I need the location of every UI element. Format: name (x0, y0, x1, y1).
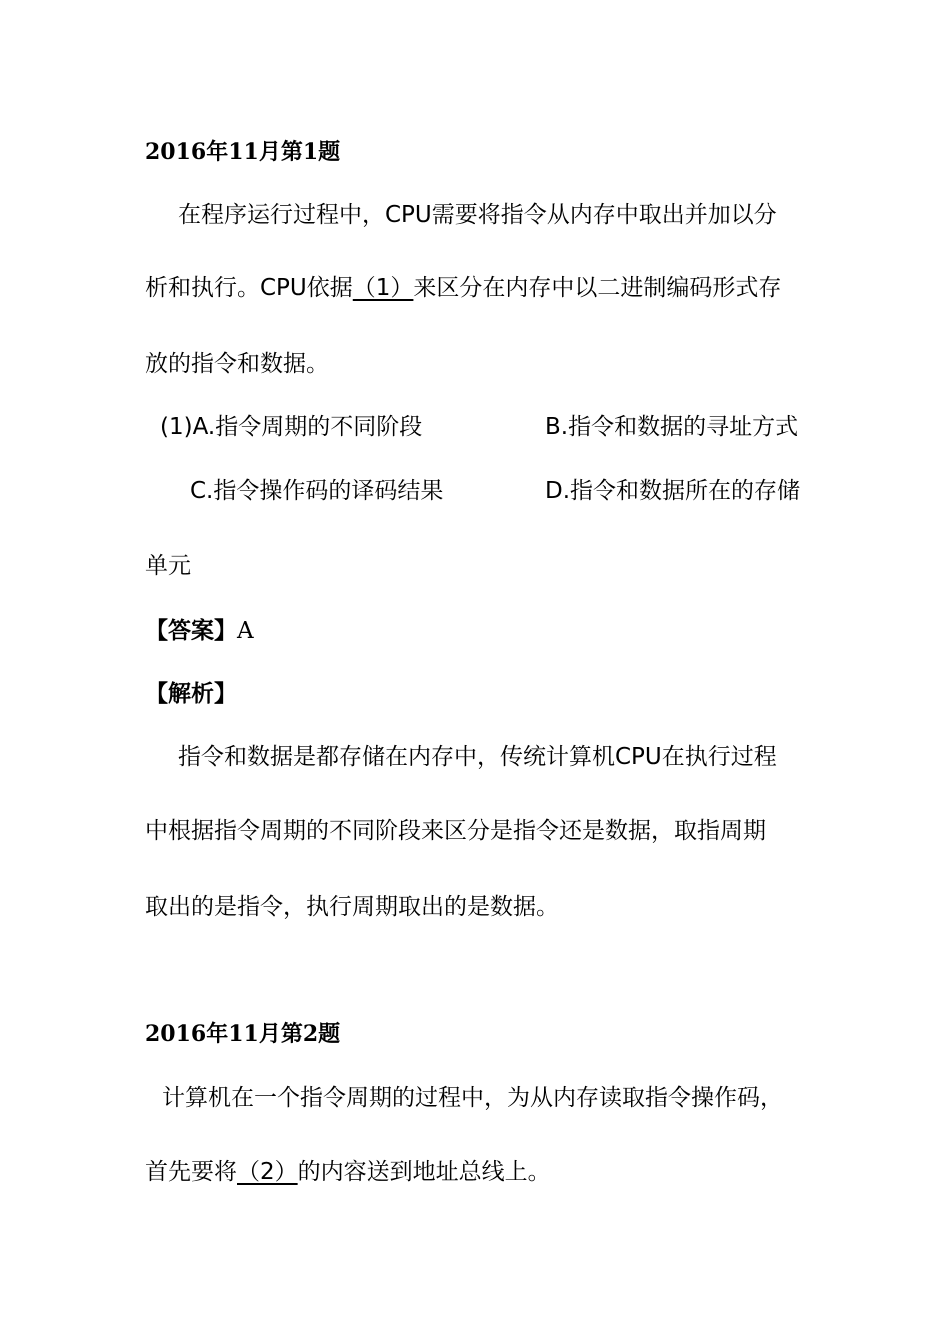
q1-stem-line-2 (145, 273, 781, 303)
q1-stem-l2-post: 来区分在内存中以二进制编码形式存 (413, 275, 782, 301)
q1-stem-l2-pre: 析和执行。CPU依据 (145, 275, 353, 301)
analysis-line-2: 中根据指令周期的不同阶段来区分是指令还是数据，取指周期 (145, 818, 766, 844)
q1-option-a: (1)A.指令周期的不同阶段 (160, 414, 423, 440)
q1-title: 2016年11月第1题 (145, 139, 341, 165)
analysis-line-1: 指令和数据是都存储在内存中，传统计算机CPU在执行过程 (178, 744, 777, 770)
q2-stem-line-2 (145, 1157, 551, 1187)
q1-blank-1: （1） (352, 275, 414, 301)
q2-stem-l2-post: 的内容送到地址总线上。 (297, 1159, 551, 1185)
q1-stem-line-3: 放的指令和数据。 (145, 351, 329, 377)
analysis-label: 【解析】 (145, 681, 237, 707)
q1-option-b: B.指令和数据的寻址方式 (545, 414, 799, 440)
q1-option-d: D.指令和数据所在的存储 (545, 478, 801, 504)
answer-value: A (237, 618, 254, 644)
q1-option-c: C.指令操作码的译码结果 (190, 478, 444, 504)
q1-stem-line-1: 在程序运行过程中，CPU需要将指令从内存中取出并加以分 (178, 202, 777, 228)
q2-stem-line-1: 计算机在一个指令周期的过程中，为从内存读取指令操作码， (162, 1085, 783, 1111)
answer-label: 【答案】 (145, 618, 237, 644)
q2-stem-l2-pre: 首先要将 (145, 1159, 237, 1185)
q2-blank-2: （2） (237, 1159, 298, 1185)
analysis-line-3: 取出的是指令，执行周期取出的是数据。 (145, 894, 559, 920)
q1-option-d-continued: 单元 (145, 553, 191, 579)
q1-answer (145, 616, 254, 646)
q2-title: 2016年11月第2题 (145, 1021, 341, 1047)
